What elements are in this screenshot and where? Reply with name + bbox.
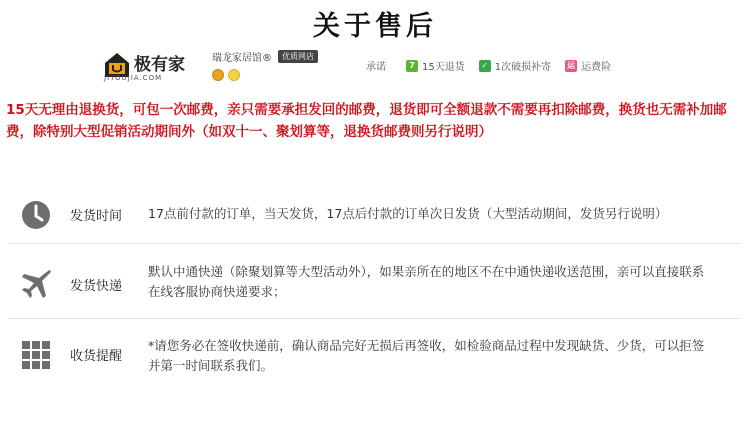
grid-icon xyxy=(20,339,52,371)
row-label: 收货提醒 xyxy=(70,349,123,364)
page-title: 关于售后 xyxy=(313,11,437,42)
shipping-insurance-icon: 运 xyxy=(567,60,576,70)
logo-subtext: JIYOUJIA.COM xyxy=(104,74,163,82)
shop-bar xyxy=(104,46,644,90)
row-courier xyxy=(20,262,740,302)
check-shield-icon: ✓ xyxy=(479,60,491,72)
return-7day-icon: 7 xyxy=(406,60,418,72)
return-policy-notice: 15天无理由退换货，可包一次邮费，亲只需要承担发回的邮费，退货即可全额退款不需要再扣除邮费，换货也无需补加邮费，除特别大型促销活动期间外（如双十一、聚划算等，退换货邮费则另行说明） xyxy=(6,102,727,140)
logo-text: 极有家 xyxy=(134,55,185,75)
row-receipt-reminder xyxy=(20,336,740,376)
row-label: 发货时间 xyxy=(70,209,123,224)
divider xyxy=(8,318,740,319)
promise-item-shipping-insurance[interactable]: 运 运费险 xyxy=(567,60,612,73)
shop-info xyxy=(212,49,318,81)
promise-item-damage[interactable]: ✓ 1次破损补寄 xyxy=(479,58,551,73)
gold-medal-icon xyxy=(212,69,224,81)
row-text: 默认中通快递（除聚划算等大型活动外），如果亲所在的地区不在中通快递收送范围，亲可以直接联系在线客服协商快递要求； xyxy=(148,264,705,299)
service-promise xyxy=(366,58,625,73)
divider xyxy=(8,243,740,244)
row-label: 发货快递 xyxy=(70,279,123,294)
crown-icon xyxy=(228,69,240,81)
promise-label: 承诺 xyxy=(366,62,386,73)
airplane-icon xyxy=(20,268,52,300)
promise-item-return[interactable]: 7 15天退货 xyxy=(406,58,465,73)
shop-quality-badge: 优质网店 xyxy=(278,50,318,63)
shop-name[interactable]: 瑞龙家居馆® xyxy=(212,53,272,64)
row-text: 17点前付款的订单，当天发货，17点后付款的订单次日发货（大型活动期间，发货另行说明） xyxy=(148,206,668,221)
clock-icon xyxy=(20,199,52,231)
row-shipping-time xyxy=(20,199,740,231)
row-text: *请您务必在签收快递前，确认商品完好无损后再签收，如检验商品过程中发现缺货、少货，可以拒签并第一时间联系我们。 xyxy=(148,338,705,373)
